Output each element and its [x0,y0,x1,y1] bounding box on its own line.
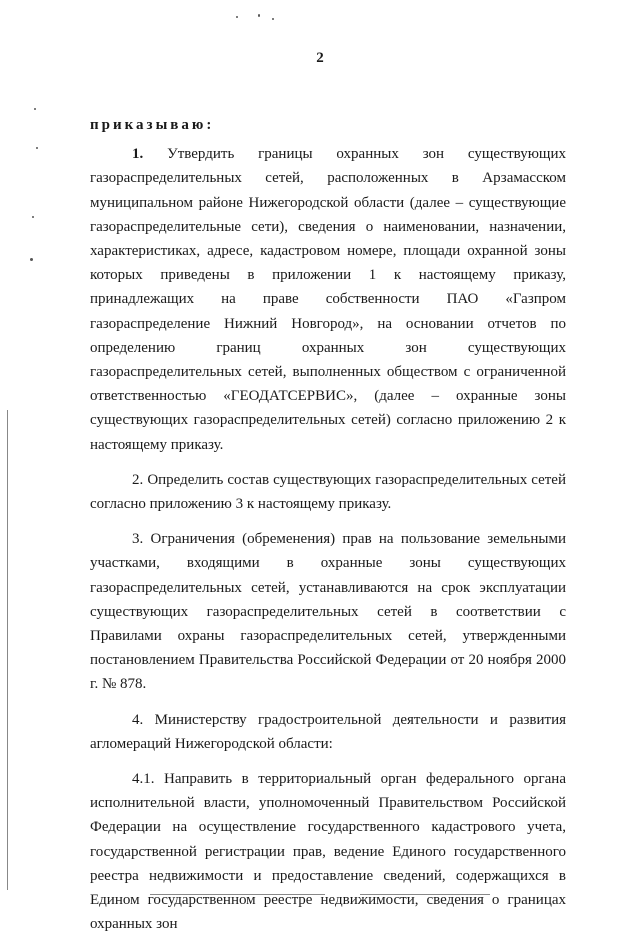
page-number: 2 [316,50,324,66]
scan-dot [32,216,34,218]
document-heading: приказываю: [90,117,215,133]
document-body [90,113,566,948]
paragraph-text: Утвердить границы охранных зон существующих газораспределительных сетей, расположенных в Арзамасском муниципальном районе Нижегородской области (далее – существующие газораспределительные сети), сведения о наименовании, назначении, характеристиках, адресе, кадастровом номере, площади охранной зоны которых приведены в приложении 1 к настоящему приказу, принадлежащих на праве собственности ПАО «Газпром газораспределение Нижний Новгород», на основании отчетов по определению границ охранных зон существующих газораспределительных сетей, выполненных обществом с ограниченной ответственностью «ГЕОДАТСЕРВИС», (далее – охранные зоны существующих газораспределительных сетей) согласно приложению 2 к настоящему приказу. [90,146,567,453]
scan-dot [36,147,38,149]
scan-dot [30,258,33,261]
scan-dot [258,14,260,17]
paragraph-4 [90,708,566,756]
scan-dot [236,16,238,18]
paragraph-2 [90,468,566,516]
scan-edge-line [7,410,8,890]
paragraph-4-1 [90,767,566,936]
paragraph-text: 4.1. Направить в территориальный орган федерального органа исполнительной власти, уполномоченный Правительством Российской Федерации на осуществление государственного кадастрового учета, государственной регистрации прав, ведение Единого государственного реестра недвижимости и предоставление сведений, содержащихся в Едином государственном реестре недвижимости, сведения о границах охранных зон [90,771,566,933]
paragraph-number: 1. [132,146,144,163]
paragraph-1 [90,142,566,457]
paragraph-text: 2. Определить состав существующих газораспределительных сетей согласно приложению 3 к настоящему приказу. [90,471,566,513]
paragraph-text: 4. Министерству градостроительной деятельности и развития агломераций Нижегородской области: [90,711,566,752]
scan-dot [34,108,36,110]
paragraph-3 [90,527,566,696]
scan-dot [272,18,274,20]
paragraph-text: 3. Ограничения (обременения) прав на пользование земельными участками, входящими в охранные зоны существующих газораспределительных сетей, устанавливаются на срок эксплуатации существующих газораспределительных сетей в соответствии с Правилами охраны газораспределительных сетей, утвержденными постановлением Правительства Российской Федерации от 20 ноября 2000 г. № 878. [90,531,566,693]
